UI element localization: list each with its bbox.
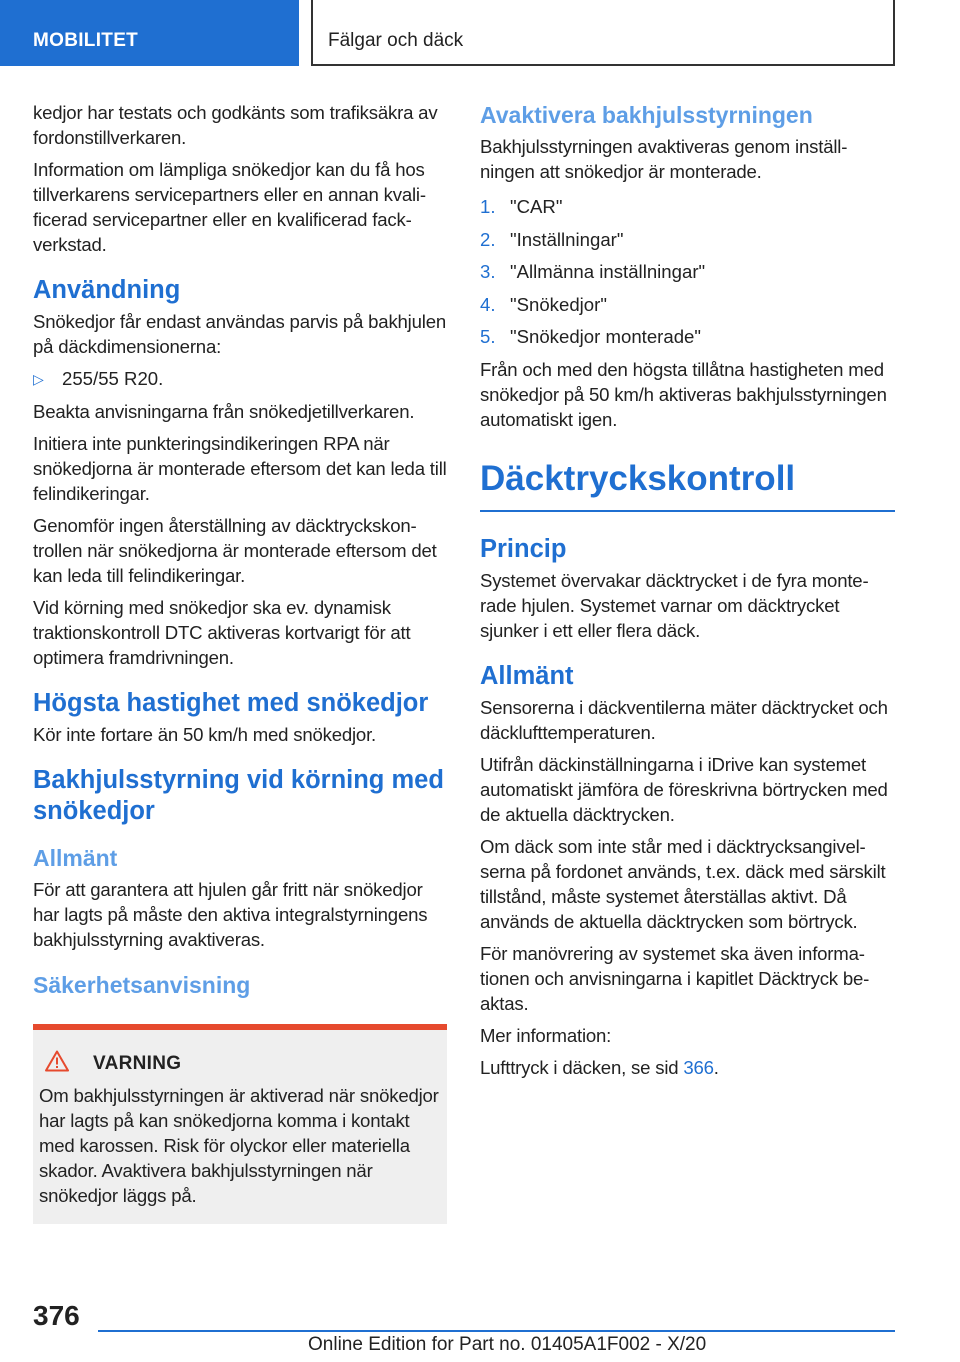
page-reference-link[interactable]: 366 bbox=[683, 1056, 714, 1078]
step-text: "Snökedjor" bbox=[510, 293, 607, 315]
step-number: 1. bbox=[480, 196, 496, 217]
step-number: 2. bbox=[480, 228, 496, 250]
paragraph: För manövrering av systemet ska även informationen och anvisningarna i kapitlet Däcktryck beaktas. bbox=[480, 942, 870, 1014]
list-item bbox=[480, 194, 895, 219]
reference-suffix: . bbox=[713, 1056, 719, 1078]
paragraph: Beakta anvisningarna från snökedjetillverkaren. bbox=[33, 401, 415, 422]
triangle-bullet-icon: ▷ bbox=[33, 371, 44, 387]
paragraph: Om däck som inte står med i däcktrycksangivelserna på fordonet används, t.ex. däck med särskilt tillstånd, måste systemet återställas aktivt. Då används de aktuella däcktrycken som börtryck. bbox=[480, 835, 886, 932]
step-text: "Snökedjor monterade" bbox=[510, 326, 701, 347]
heading-princip: Princip bbox=[480, 534, 567, 563]
paragraph: För att garantera att hjulen går fritt när snökedjor har lagts på måste den aktiva integralstyrningens bakhjulsstyrning avaktiveras. bbox=[33, 879, 428, 950]
step-text: "Inställningar" bbox=[510, 228, 624, 250]
list-item bbox=[480, 259, 895, 284]
heading-allmant: Allmänt bbox=[480, 661, 574, 690]
right-column bbox=[480, 100, 895, 1087]
chapter-box bbox=[311, 0, 895, 66]
list-item-text: 255/55 R20. bbox=[62, 368, 164, 389]
section-tab: MOBILITET bbox=[0, 0, 299, 66]
paragraph: Utifrån däckinställningarna i iDrive kan systemet automatiskt jämföra de föreskrivna börtrycken med de aktuella däcktrycken. bbox=[480, 753, 888, 825]
warning-title: VARNING bbox=[93, 1052, 182, 1074]
paragraph: Initiera inte punkteringsindikeringen RPA när snökedjorna är monterade eftersom det kan leda till felindikeringar. bbox=[33, 433, 447, 504]
step-number: 5. bbox=[480, 326, 496, 347]
list-item bbox=[480, 227, 895, 252]
step-number: 4. bbox=[480, 293, 496, 315]
heading-hastighet: Högsta hastighet med snökedjor bbox=[33, 689, 429, 717]
footer-divider bbox=[98, 1330, 895, 1332]
heading-dacktryckskontroll: Däcktryckskontroll bbox=[480, 458, 895, 512]
warning-text: Om bakhjulsstyrningen är aktiverad när snökedjor har lagts på kan snökedjorna komma i kontakt med karossen. Risk för olyckor eller materiella skador. Avaktivera bakhjulsstyrningen när snökedjor läggs på. bbox=[39, 1085, 439, 1206]
heading-avaktivera: Avaktivera bakhjulsstyrningen bbox=[480, 102, 813, 128]
heading-anvandning: Användning bbox=[33, 276, 181, 304]
page-number: 376 bbox=[33, 1300, 80, 1331]
paragraph: kedjor har testats och godkänts som trafiksäkra av fordonstillverkaren. bbox=[33, 102, 438, 148]
page-header bbox=[0, 0, 960, 66]
warning-box bbox=[33, 1024, 447, 1224]
heading-allmant: Allmänt bbox=[33, 845, 118, 871]
paragraph: Från och med den högsta tillåtna hastigheten med snökedjor på 50 km/h aktiveras bakhjulsstyrningen automatiskt igen. bbox=[480, 358, 887, 430]
paragraph: Mer information: bbox=[480, 1024, 612, 1046]
step-text: "CAR" bbox=[510, 196, 563, 217]
paragraph: Sensorerna i däckventilerna mäter däcktrycket och däcklufttemperaturen. bbox=[480, 696, 888, 743]
paragraph: Systemet övervakar däcktrycket i de fyra monterade hjulen. Systemet varnar om däcktrycket sjunker i ett eller flera däck. bbox=[480, 569, 869, 641]
paragraph: Vid körning med snökedjor ska ev. dynamisk traktionskontroll DTC aktiveras kortvarigt för att optimera framdrivningen. bbox=[33, 597, 411, 668]
page-footer bbox=[0, 1290, 960, 1362]
step-number: 3. bbox=[480, 261, 496, 282]
paragraph: Bakhjulsstyrningen avaktiveras genom inställningen att snökedjor är monterade. bbox=[480, 136, 848, 182]
paragraph: Genomför ingen återställning av däcktryckskontrollen när snökedjorna är monterade eftersom det kan leda till felindikeringar. bbox=[33, 515, 437, 586]
paragraph: Snökedjor får endast användas parvis på bakhjulen på däckdimensionerna: bbox=[33, 311, 446, 357]
chapter-title: Fälgar och däck bbox=[328, 30, 464, 51]
steps-list bbox=[480, 194, 895, 349]
list-item bbox=[480, 324, 895, 349]
edition-text: Online Edition for Part no. 01405A1F002 - X/20 bbox=[308, 1334, 707, 1355]
heading-sakerhetsanvisning: Säkerhetsanvisning bbox=[33, 972, 251, 998]
heading-bakhjulsstyrning: Bakhjulsstyrning vid körning med snökedjor bbox=[33, 766, 444, 825]
list-item bbox=[480, 292, 895, 317]
list-item bbox=[33, 366, 447, 392]
step-text: "Allmänna inställningar" bbox=[510, 261, 706, 282]
paragraph: Kör inte fortare än 50 km/h med snökedjor. bbox=[33, 724, 377, 745]
left-column bbox=[33, 100, 447, 1224]
warning-header bbox=[39, 1050, 439, 1077]
paragraph: Information om lämpliga snökedjor kan du få hos tillverkarens servicepartners eller en annan kvalificerad servicepartner eller en kvalificerad fackverkstad. bbox=[33, 159, 427, 255]
reference-prefix: Lufttryck i däcken, se sid bbox=[480, 1056, 684, 1078]
paragraph-with-reference bbox=[480, 1055, 895, 1080]
warning-triangle-icon bbox=[45, 1050, 93, 1077]
